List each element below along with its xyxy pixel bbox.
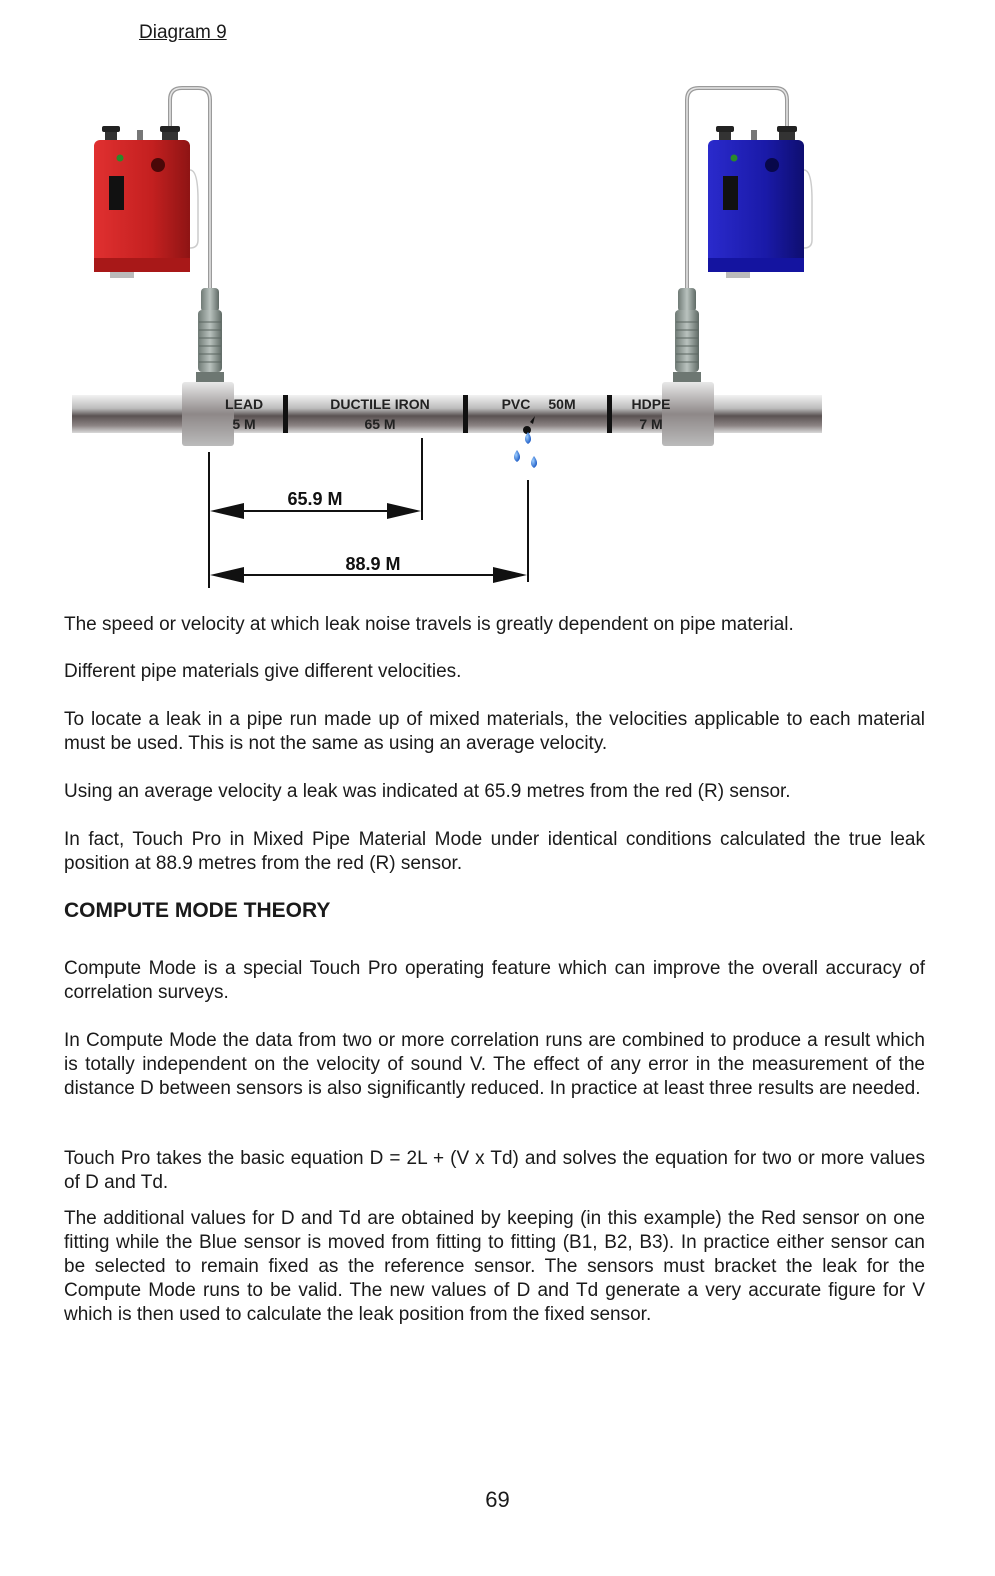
paragraph-velocity-dependence: The speed or velocity at which leak noise travels is greatly dependent on pipe material. [64,614,794,635]
paragraph-compute-mode-data: In Compute Mode the data from two or more correlation runs are combined to produce a result which is totally independent on the velocity of sound V. The effect of any error in the measurement of the distance D between sensors is also significantly reduced. In practice at least three results are needed. [64,1030,925,1099]
segment-label-pvc: PVC [501,396,531,412]
segment-divider [283,395,288,433]
segment-label-lead: LEAD [224,396,264,412]
section-heading: COMPUTE MODE THEORY [64,899,331,922]
page-number: 69 [485,1487,510,1512]
segment-length-hdpe: 7 M [639,416,663,432]
red-sensor-icon [94,88,224,382]
red-sensor-fitting [182,382,234,446]
blue-sensor-fitting [662,382,714,446]
segment-length-pvc: 50M [548,396,576,412]
average-distance-label: 65.9 M [287,489,343,509]
segment-length-lead: 5 M [232,416,256,432]
segment-divider [607,395,612,433]
paragraph-basic-equation: Touch Pro takes the basic equation D = 2L + (V x Td) and solves the equation for two or more values of D and Td. [64,1148,925,1193]
paragraph-average-velocity: Using an average velocity a leak was indicated at 65.9 metres from the red (R) sensor. [64,781,791,802]
segment-divider [463,395,468,433]
true-distance-label: 88.9 M [345,554,401,574]
paragraph-mixed-pipe-mode: In fact, Touch Pro in Mixed Pipe Material Mode under identical conditions calculated the true leak position at 88.9 metres from the red (R) sensor. [64,829,925,874]
pipe-leak-diagram [0,60,995,600]
paragraph-compute-mode-intro: Compute Mode is a special Touch Pro operating feature which can improve the overall accuracy of correlation surveys. [64,958,925,1003]
diagram-caption: Diagram 9 [139,22,227,43]
segment-length-ductile-iron: 65 M [364,416,396,432]
segment-label-hdpe: HDPE [631,396,671,412]
paragraph-mixed-materials: To locate a leak in a pipe run made up of mixed materials, the velocities applicable to each material must be used. This is not the same as using an average velocity. [64,709,925,754]
blue-sensor-icon [673,88,812,382]
paragraph-different-velocities: Different pipe materials give different velocities. [64,661,462,682]
segment-label-ductile-iron: DUCTILE IRON [330,396,430,412]
paragraph-additional-values: The additional values for D and Td are obtained by keeping (in this example) the Red sensor on one fitting while the Blue sensor is moved from fitting to fitting (B1, B2, B3). In practice either sensor can be selected to remain fixed as the reference sensor. The sensors must bracket the leak for the Compute Mode runs to be valid. The new values of D and Td generate a very accurate figure for V which is then used to calculate the leak position from the fixed sensor. [64,1208,925,1325]
